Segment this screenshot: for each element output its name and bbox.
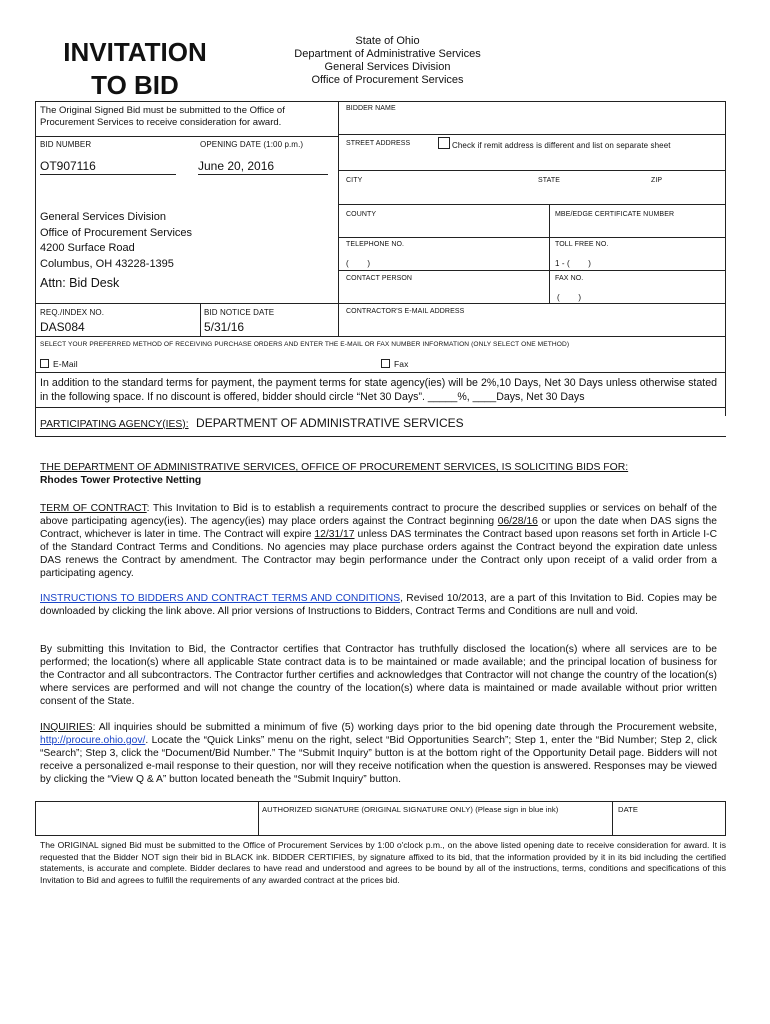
toll-free-label: TOLL FREE NO. <box>555 241 609 248</box>
toll-free-field[interactable]: 1 - ( ) <box>555 259 592 268</box>
telephone-label: TELEPHONE NO. <box>346 241 405 248</box>
term-text-2: or upon the date when DAS signs the Contract, whichever is later in time. The Contract will expire <box>40 516 717 540</box>
address-line-4: Columbus, OH 43228-1395 <box>40 257 174 270</box>
participating-agency-label: PARTICIPATING AGENCY(IES): <box>40 419 189 430</box>
fax-checkbox[interactable] <box>381 359 390 368</box>
term-end-date: 12/31/17 <box>314 529 355 540</box>
solicitation-item: Rhodes Tower Protective Netting <box>40 475 202 486</box>
contractor-email-field[interactable] <box>339 318 724 335</box>
fax-field[interactable]: ( ) <box>557 293 582 302</box>
email-option[interactable] <box>40 359 78 369</box>
date-field[interactable] <box>613 816 724 834</box>
bidder-stamp-area[interactable] <box>36 802 257 834</box>
signature-label: AUTHORIZED SIGNATURE (ORIGINAL SIGNATURE ONLY) (Please sign in blue ink) <box>262 805 559 814</box>
contact-person-label: CONTACT PERSON <box>346 275 413 282</box>
bidder-name-label: BIDDER NAME <box>346 105 396 112</box>
instructions-text: , Revised 10/2013, are a part of this Invitation to Bid. Copies may be downloaded by clicking the link above. All prior versions of Instructions to Bidders, Contract Terms and Conditions are null and void. <box>40 593 717 617</box>
bid-notice-date-value: 5/31/16 <box>204 320 245 334</box>
fax-option-label: Fax <box>394 359 409 369</box>
fax-label: FAX NO. <box>555 275 584 282</box>
remit-address-label: Check if remit address is different and list on separate sheet <box>452 141 671 150</box>
inquiries-label: INQUIRIES <box>40 722 93 733</box>
address-line-1: General Services Division <box>40 211 166 223</box>
inquiries-paragraph <box>40 721 717 786</box>
attention-line: Attn: Bid Desk <box>40 276 120 290</box>
email-option-label: E-Mail <box>53 359 78 369</box>
participating-agency-value: DEPARTMENT OF ADMINISTRATIVE SERVICES <box>196 416 464 430</box>
participating-agency <box>40 414 464 432</box>
bid-number-label: BID NUMBER <box>40 140 92 149</box>
mbe-certificate-field[interactable] <box>550 220 724 236</box>
opening-date-value: June 20, 2016 <box>198 159 275 173</box>
bidder-name-field[interactable] <box>339 114 724 133</box>
county-field[interactable] <box>339 220 548 236</box>
contractor-email-label: CONTRACTOR'S E-MAIL ADDRESS <box>346 308 465 315</box>
bid-notice-date-label: BID NOTICE DATE <box>204 308 275 317</box>
remit-address-checkbox[interactable] <box>438 137 450 149</box>
inquiries-text-2: . Locate the “Quick Links” menu on the right, select “Bid Opportunities Search”; Step 1, enter the “Bid Number; Step 2, click “Search”; Step 3, click the “Document/Bid Number.” The “Submit Inquiry” button is at the bottom right of the Opportunity Detail page. Bidders will not receive a personalized e-mail response to their question, nor will they receive notification when the question is answered. Responses may be viewed by clicking the “View Q & A” button located beneath the “Submit Inquiry” button. <box>40 735 717 785</box>
opening-date-label: OPENING DATE (1:00 p.m.) <box>200 140 304 149</box>
email-checkbox[interactable] <box>40 359 49 368</box>
city-state-zip-field[interactable] <box>339 186 724 203</box>
inquiries-text-1: : All inquiries should be submitted a minimum of five (5) working days prior to the bid opening date through the Procurement website, <box>92 722 717 733</box>
mailing-address <box>40 210 192 272</box>
state-label: STATE <box>538 177 561 184</box>
remit-address-option[interactable] <box>438 137 671 150</box>
term-text-1: : This Invitation to Bid is to establish a requirements contract to procure the described supplies or services on behalf of the above participating agency(ies). The agency(ies) may place orders against the Contract beginning <box>40 503 717 527</box>
submission-notice: The Original Signed Bid must be submitted to the Office of Procurement Services to receive consideration for award. <box>40 105 285 128</box>
telephone-field[interactable]: ( ) <box>346 259 371 268</box>
location-certification: By submitting this Invitation to Bid, the Contractor certifies that Contractor has truthfully disclosed the location(s) where all services are to be performed; the location(s) where all applicable State contract data is to be maintained or made available; and the principal location of business for the Contractor and all subcontractors. The Contractor further certifies and acknowledges that Contractor will not change the country of the location(s) where services are performed and will not change the country of the location(s) where data is maintained or made available without prior written consent of the State. <box>40 644 717 707</box>
city-label: CITY <box>346 177 363 184</box>
issuing-office <box>260 35 515 87</box>
county-label: COUNTY <box>346 211 377 218</box>
contact-person-field[interactable] <box>339 284 548 302</box>
term-label: TERM OF CONTRACT <box>40 503 147 514</box>
signature-field[interactable] <box>259 816 611 834</box>
req-index-label: REQ./INDEX NO. <box>40 308 105 317</box>
term-start-date: 06/28/16 <box>497 516 538 527</box>
procurement-website-link[interactable]: http://procure.ohio.gov/ <box>40 735 146 746</box>
term-text-3: unless DAS terminates the Contract based upon reasons set forth in Article I-C of the Standard Contract Terms and Conditions. No agencies may place purchase orders against the Contract beyond the expiration date unless DAS renews the Contract by amendment. The Contractor may begin performance under the Contract only upon receipt of a valid order from a participating agency. <box>40 529 718 579</box>
address-line-2: Office of Procurement Services <box>40 226 193 239</box>
solicitation-heading: THE DEPARTMENT OF ADMINISTRATIVE SERVICES, OFFICE OF PROCUREMENT SERVICES, IS SOLICITING BIDS FOR: <box>40 462 629 473</box>
instructions-link[interactable]: INSTRUCTIONS TO BIDDERS AND CONTRACT TERMS AND CONDITIONS <box>40 593 401 604</box>
footer-certification: The ORIGINAL signed Bid must be submitted to the Office of Procurement Services by 1:00 o'clock p.m., on the above listed opening date to receive consideration for award. It is requested that the Bidder NOT sign their bid in BLACK ink. BIDDER CERTIFIES, by signature affixed to its bid, that the information provided by it in its bid including the certified statements, is accurate and complete. Bidder declares to have read and understood and agrees to be bound by all of the instructions, terms, conditions and specifications of this Invitation to Bid and agrees to fulfill the requirements of any awarded contract at the prices bid. <box>40 840 726 885</box>
street-address-field[interactable] <box>339 150 724 169</box>
document-title <box>30 36 240 102</box>
payment-terms: In addition to the standard terms for payment, the payment terms for state agency(ies) will be 2%,10 Days, Net 30 Days unless otherwise stated in the following space. If no discount is offered, bidder should circle “Net 30 Days”. _____%, ____Days, Net 30 Days <box>40 377 717 403</box>
term-of-contract <box>40 502 717 580</box>
title-line-2: TO BID <box>91 70 179 100</box>
street-address-label: STREET ADDRESS <box>346 140 411 147</box>
org-state: State of Ohio <box>355 35 420 47</box>
zip-label: ZIP <box>651 177 663 184</box>
org-department: Department of Administrative Services <box>294 48 481 60</box>
req-index-value: DAS084 <box>40 320 85 334</box>
org-division: General Services Division <box>324 61 451 73</box>
instructions-paragraph <box>40 592 717 618</box>
org-office: Office of Procurement Services <box>311 74 464 86</box>
order-method-instruction: SELECT YOUR PREFERRED METHOD OF RECEIVING PURCHASE ORDERS AND ENTER THE E-MAIL OR FAX NUMBER INFORMATION (ONLY SELECT ONE METHOD) <box>40 341 570 348</box>
bid-number-value: OT907116 <box>40 159 96 173</box>
address-line-3: 4200 Surface Road <box>40 242 135 254</box>
mbe-certificate-label: MBE/EDGE CERTIFICATE NUMBER <box>555 211 675 218</box>
title-line-1: INVITATION <box>63 37 207 67</box>
date-label: DATE <box>618 805 639 814</box>
fax-option[interactable] <box>381 359 408 369</box>
